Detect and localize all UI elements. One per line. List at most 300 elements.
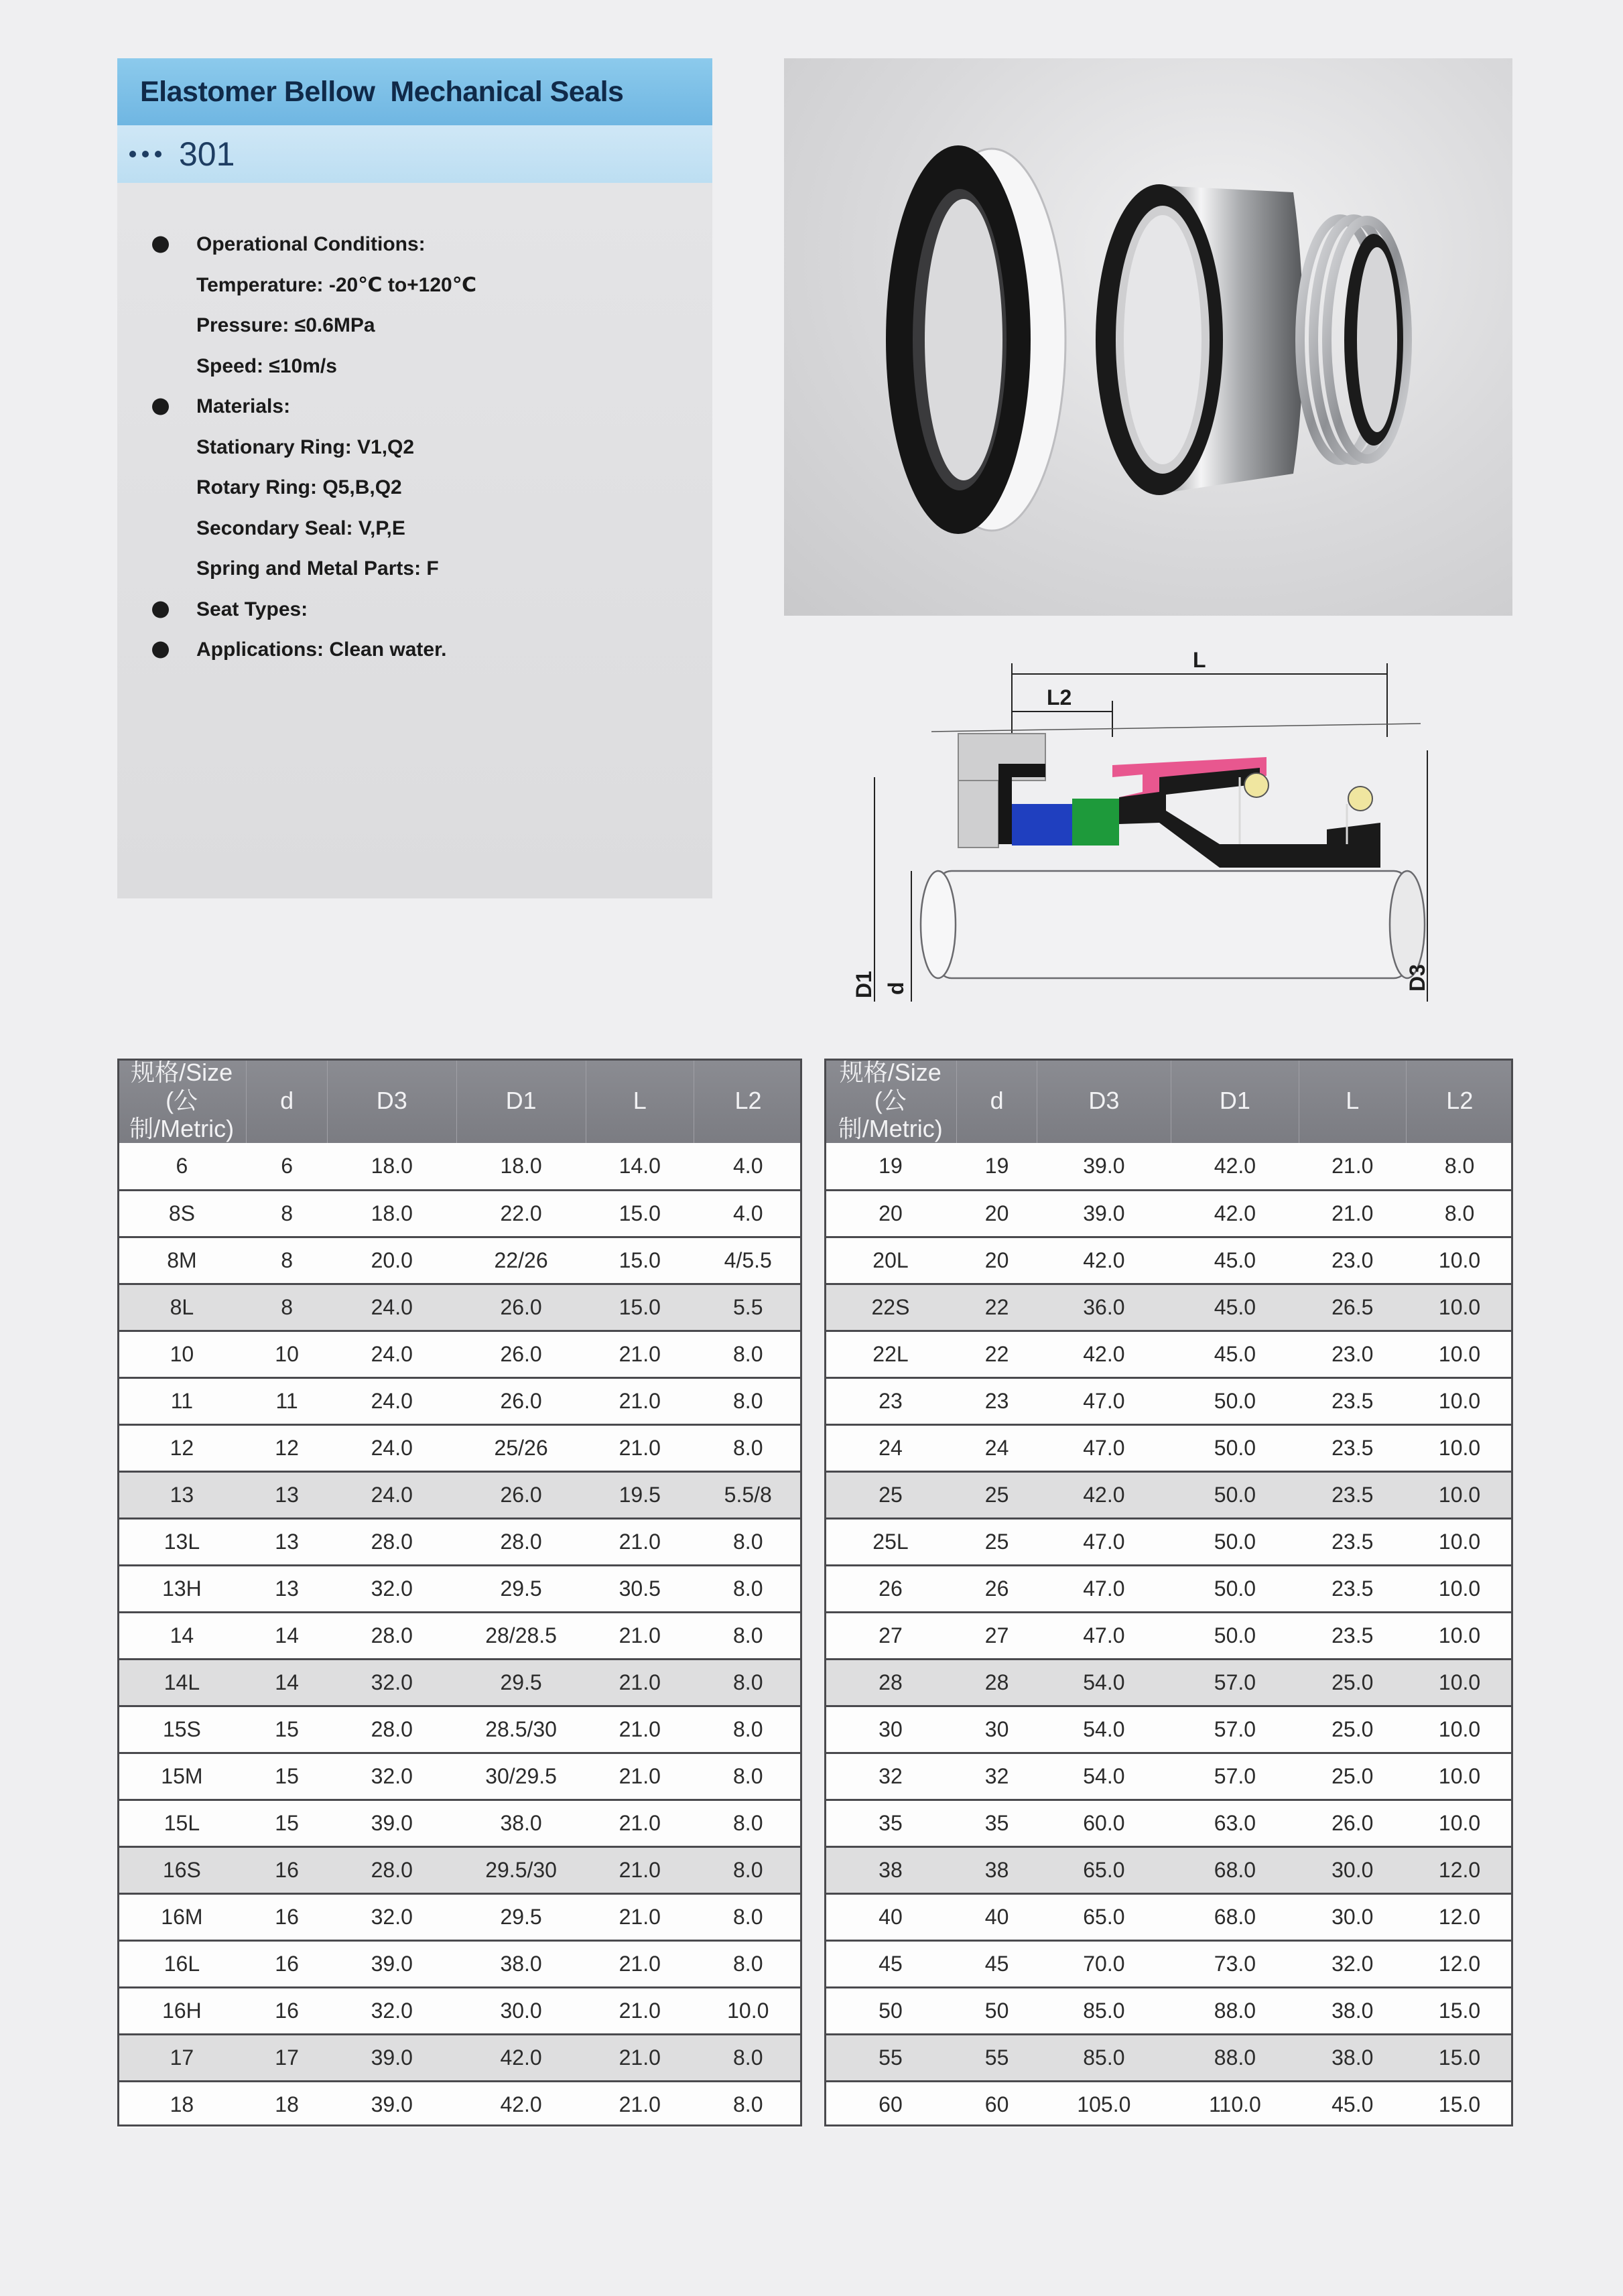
table-cell: 35 <box>957 1800 1037 1846</box>
table-cell: 39.0 <box>1037 1143 1171 1190</box>
table-cell: 32.0 <box>327 1753 456 1800</box>
table-cell: 47.0 <box>1037 1565 1171 1612</box>
spec-text: Secondary Seal: V,P,E <box>196 517 405 539</box>
table-cell: 12.0 <box>1406 1940 1513 1987</box>
table-cell: 22.0 <box>456 1190 586 1237</box>
table-cell: 10.0 <box>1406 1424 1513 1471</box>
table-cell: 14L <box>117 1659 247 1706</box>
column-header-label: d <box>280 1087 294 1114</box>
table-cell: 10.0 <box>1406 1800 1513 1846</box>
table-cell: 21.0 <box>1299 1190 1406 1237</box>
table-cell: 8M <box>117 1237 247 1284</box>
table-cell: 54.0 <box>1037 1659 1171 1706</box>
table-row <box>117 1237 802 1284</box>
column-header <box>824 1059 957 1143</box>
table-cell: 18 <box>275 2092 299 2117</box>
table-cell: 16S <box>117 1846 247 1893</box>
table-cell: 55 <box>824 2034 957 2081</box>
table-cell: 45 <box>824 1940 957 1987</box>
table-cell: 40 <box>957 1893 1037 1940</box>
table-cell: 23.5 <box>1299 1565 1406 1612</box>
column-header-label: d <box>990 1087 1004 1114</box>
table-header-row <box>117 1059 802 1143</box>
table-cell: 47.0 <box>1037 1424 1171 1471</box>
table-cell: 16 <box>247 1987 328 2034</box>
table-row <box>117 1659 802 1706</box>
table-cell: 39.0 <box>327 2034 456 2081</box>
table-cell: 23 <box>824 1377 957 1424</box>
column-header-sublabel: (公制/Metric) <box>129 1087 235 1142</box>
table-cell: 8.0 <box>694 1893 802 1940</box>
table-cell: 22L <box>824 1331 957 1377</box>
table-cell: 15 <box>247 1800 328 1846</box>
table-cell: 10.0 <box>1406 1284 1513 1331</box>
table-cell: 15.0 <box>1438 2092 1481 2117</box>
table-row <box>824 1659 1513 1706</box>
title-banner <box>117 58 712 125</box>
table-cell: 15L <box>117 1800 247 1846</box>
table-cell: 63.0 <box>1171 1800 1299 1846</box>
table-cell: 29.5 <box>456 1565 586 1612</box>
table-cell: 10.0 <box>1406 1612 1513 1659</box>
table-cell: 6 <box>117 1143 247 1190</box>
table-cell: 88.0 <box>1171 2034 1299 2081</box>
table-cell: 21.0 <box>586 1800 694 1846</box>
table-cell: 32.0 <box>327 1659 456 1706</box>
table-cell: 50.0 <box>1171 1518 1299 1565</box>
spec-item <box>152 630 476 671</box>
table-cell: 57.0 <box>1171 1753 1299 1800</box>
table-cell: 26.0 <box>456 1284 586 1331</box>
table-row <box>824 1940 1513 1987</box>
table-cell: 15.0 <box>1406 1987 1513 2034</box>
table-cell: 8 <box>247 1190 328 1237</box>
table-cell: 23 <box>957 1377 1037 1424</box>
table-cell: 8.0 <box>694 1518 802 1565</box>
table-cell: 14 <box>247 1659 328 1706</box>
table-cell: 13L <box>117 1518 247 1565</box>
table-cell: 20L <box>824 1237 957 1284</box>
table-cell: 17 <box>117 2034 247 2081</box>
table-cell: 23.5 <box>1299 1377 1406 1424</box>
spec-text: Temperature: -20℃ to+120℃ <box>196 274 477 297</box>
product-photo <box>784 58 1512 616</box>
table-cell: 19 <box>824 1143 957 1190</box>
table-row <box>117 1518 802 1565</box>
table-cell: 39.0 <box>1037 1190 1171 1237</box>
table-cell: 15 <box>247 1753 328 1800</box>
dim-label-d: d <box>884 982 908 995</box>
table-cell: 8 <box>247 1237 328 1284</box>
table-cell: 8.0 <box>694 1706 802 1753</box>
table-row <box>117 1284 802 1331</box>
table-cell: 20 <box>957 1190 1037 1237</box>
column-header-label: D3 <box>1088 1087 1120 1114</box>
table-cell: 8.0 <box>694 1659 802 1706</box>
table-cell: 32 <box>824 1753 957 1800</box>
table-row <box>117 1800 802 1846</box>
table-row <box>117 1565 802 1612</box>
table-cell: 8.0 <box>694 1846 802 1893</box>
table-row <box>117 1706 802 1753</box>
table-cell: 29.5/30 <box>456 1846 586 1893</box>
table-row <box>824 1706 1513 1753</box>
table-row <box>117 1893 802 1940</box>
table-cell: 10.0 <box>1406 1753 1513 1800</box>
table-cell: 30.5 <box>586 1565 694 1612</box>
table-row <box>824 1987 1513 2034</box>
table-cell: 24.0 <box>327 1331 456 1377</box>
table-cell: 28.0 <box>327 1846 456 1893</box>
table-cell: 24 <box>957 1424 1037 1471</box>
table-row <box>824 1284 1513 1331</box>
column-header <box>586 1059 694 1143</box>
column-header-label: L <box>633 1087 647 1114</box>
spec-item <box>152 468 476 509</box>
table-row <box>117 1940 802 1987</box>
table-cell: 25/26 <box>456 1424 586 1471</box>
table-cell: 42.0 <box>1037 1471 1171 1518</box>
table-cell: 60 <box>984 2092 1009 2117</box>
column-header-label: D3 <box>376 1087 407 1114</box>
table-cell: 23.5 <box>1299 1612 1406 1659</box>
table-row <box>824 1331 1513 1377</box>
table-cell: 24.0 <box>327 1377 456 1424</box>
table-cell: 45.0 <box>1171 1331 1299 1377</box>
table-row <box>117 1377 802 1424</box>
table-cell: 12 <box>247 1424 328 1471</box>
table-cell: 42.0 <box>456 2034 586 2081</box>
table-cell: 18 <box>170 2092 194 2117</box>
table-row <box>117 1471 802 1518</box>
table-row <box>824 1565 1513 1612</box>
table-cell: 29.5 <box>456 1659 586 1706</box>
table-cell: 26.0 <box>456 1377 586 1424</box>
table-cell: 10.0 <box>1406 1518 1513 1565</box>
table-cell: 14 <box>247 1612 328 1659</box>
table-cell: 10 <box>117 1331 247 1377</box>
table-cell: 21.0 <box>586 1940 694 1987</box>
table-cell: 21.0 <box>586 1424 694 1471</box>
table-cell: 17 <box>247 2034 328 2081</box>
table-cell: 23.5 <box>1299 1424 1406 1471</box>
table-row <box>117 1143 802 1190</box>
table-cell: 39.0 <box>327 1940 456 1987</box>
column-header <box>1171 1059 1299 1143</box>
table-cell: 24.0 <box>327 1424 456 1471</box>
table-cell: 21.0 <box>586 1893 694 1940</box>
dim-label-L: L <box>1193 648 1206 672</box>
table-cell: 10.0 <box>1406 1565 1513 1612</box>
table-row <box>117 2034 802 2081</box>
table-cell: 47.0 <box>1037 1518 1171 1565</box>
table-cell: 21.0 <box>586 2034 694 2081</box>
table-row <box>824 2081 1513 2128</box>
table-cell: 12.0 <box>1406 1846 1513 1893</box>
table-cell: 13 <box>247 1518 328 1565</box>
table-cell: 8L <box>117 1284 247 1331</box>
table-cell: 13 <box>117 1471 247 1518</box>
table-cell: 20.0 <box>327 1237 456 1284</box>
table-cell: 23.0 <box>1299 1331 1406 1377</box>
spec-item <box>152 265 476 306</box>
table-cell: 26.5 <box>1299 1284 1406 1331</box>
table-cell: 4.0 <box>694 1143 802 1190</box>
table-cell: 85.0 <box>1037 2034 1171 2081</box>
spec-text: Rotary Ring: Q5,B,Q2 <box>196 476 402 499</box>
table-cell: 8.0 <box>1406 1143 1513 1190</box>
table-cell: 21.0 <box>1299 1143 1406 1190</box>
table-cell: 10.0 <box>694 1987 802 2034</box>
table-cell: 15.0 <box>586 1237 694 1284</box>
model-number: 301 <box>179 135 235 173</box>
table-cell: 14 <box>117 1612 247 1659</box>
table-row <box>117 1331 802 1377</box>
table-cell: 25 <box>957 1471 1037 1518</box>
spec-list <box>152 224 476 671</box>
table-cell: 16M <box>117 1893 247 1940</box>
column-header <box>117 1059 247 1143</box>
column-header-label: L2 <box>1446 1087 1474 1114</box>
bullet-icon <box>152 399 169 415</box>
table-cell: 45.0 <box>1332 2092 1374 2117</box>
spec-item <box>152 224 476 265</box>
table-row <box>117 1846 802 1893</box>
table-cell: 21.0 <box>586 1987 694 2034</box>
table-cell: 8.0 <box>694 1612 802 1659</box>
dots-icon <box>129 151 161 157</box>
column-header-label: L <box>1346 1087 1360 1114</box>
model-banner <box>117 125 712 183</box>
table-cell: 16L <box>117 1940 247 1987</box>
table-cell: 32 <box>957 1753 1037 1800</box>
table-cell: 21.0 <box>586 1518 694 1565</box>
table-cell: 38.0 <box>1299 2034 1406 2081</box>
table-cell: 11 <box>247 1377 328 1424</box>
table-cell: 14.0 <box>586 1143 694 1190</box>
table-row <box>117 1190 802 1237</box>
table-cell: 39.0 <box>371 2092 413 2117</box>
table-cell: 10.0 <box>1406 1331 1513 1377</box>
table-cell: 45 <box>957 1940 1037 1987</box>
table-cell: 23.5 <box>1299 1471 1406 1518</box>
table-cell: 30.0 <box>456 1987 586 2034</box>
table-cell: 50.0 <box>1171 1612 1299 1659</box>
table-cell: 10 <box>247 1331 328 1377</box>
table-cell: 6 <box>247 1143 328 1190</box>
table-cell: 20 <box>957 1237 1037 1284</box>
table-cell: 16H <box>117 1987 247 2034</box>
table-cell: 8.0 <box>694 1800 802 1846</box>
table-cell: 38 <box>957 1846 1037 1893</box>
table-cell: 8.0 <box>694 1565 802 1612</box>
table-cell: 42.0 <box>1171 1143 1299 1190</box>
spec-text: Stationary Ring: V1,Q2 <box>196 435 415 458</box>
table-cell: 11 <box>117 1377 247 1424</box>
table-cell: 29.5 <box>456 1893 586 1940</box>
table-cell: 28.5/30 <box>456 1706 586 1753</box>
table-cell: 54.0 <box>1037 1753 1171 1800</box>
table-row <box>117 1424 802 1471</box>
table-cell: 65.0 <box>1037 1846 1171 1893</box>
cross-section-diagram <box>844 643 1447 1018</box>
spec-heading: Applications: Clean water. <box>196 638 447 661</box>
table-cell: 28.0 <box>327 1706 456 1753</box>
table-cell: 54.0 <box>1037 1706 1171 1753</box>
table-row <box>824 1518 1513 1565</box>
table-cell: 45.0 <box>1171 1237 1299 1284</box>
table-cell: 10.0 <box>1406 1659 1513 1706</box>
table-header-row <box>824 1059 1513 1143</box>
spec-item <box>152 306 476 346</box>
dim-label-D3: D3 <box>1405 964 1429 992</box>
table-cell: 73.0 <box>1171 1940 1299 1987</box>
table-cell: 8.0 <box>694 1377 802 1424</box>
table-cell: 35 <box>824 1800 957 1846</box>
table-cell: 13 <box>247 1565 328 1612</box>
table-cell: 13 <box>247 1471 328 1518</box>
table-cell: 16 <box>247 1846 328 1893</box>
spec-item <box>152 509 476 549</box>
table-cell: 20 <box>824 1190 957 1237</box>
table-cell: 21.0 <box>586 1612 694 1659</box>
table-cell: 57.0 <box>1171 1659 1299 1706</box>
table-cell: 105.0 <box>1077 2092 1131 2117</box>
table-cell: 12 <box>117 1424 247 1471</box>
table-cell: 68.0 <box>1171 1846 1299 1893</box>
column-header-label: L2 <box>734 1087 762 1114</box>
table-cell: 50.0 <box>1171 1565 1299 1612</box>
table-cell: 30.0 <box>1299 1893 1406 1940</box>
table-row <box>117 1753 802 1800</box>
spec-heading: Materials: <box>196 395 291 418</box>
table-cell: 22S <box>824 1284 957 1331</box>
table-cell: 25.0 <box>1299 1659 1406 1706</box>
table-cell: 45.0 <box>1171 1284 1299 1331</box>
table-cell: 60.0 <box>1037 1800 1171 1846</box>
table-row <box>117 1987 802 2034</box>
table-cell: 15M <box>117 1753 247 1800</box>
table-cell: 24.0 <box>327 1284 456 1331</box>
table-row <box>824 1612 1513 1659</box>
spec-text: Speed: ≤10m/s <box>196 354 337 377</box>
table-cell: 8.0 <box>1406 1190 1513 1237</box>
table-row <box>824 1424 1513 1471</box>
dim-label-D1: D1 <box>852 971 876 998</box>
table-cell: 30 <box>957 1706 1037 1753</box>
spec-text: Spring and Metal Parts: F <box>196 557 439 580</box>
column-header-label: 规格/Size <box>839 1059 942 1086</box>
table-cell: 25L <box>824 1518 957 1565</box>
size-table-left <box>117 1059 802 2128</box>
table-cell: 21.0 <box>586 1377 694 1424</box>
bullet-icon <box>152 237 169 253</box>
table-cell: 55 <box>957 2034 1037 2081</box>
table-row <box>824 1143 1513 1190</box>
table-cell: 5.5/8 <box>694 1471 802 1518</box>
spec-heading: Operational Conditions: <box>196 233 426 256</box>
table-cell: 8S <box>117 1190 247 1237</box>
table-row <box>824 1893 1513 1940</box>
table-cell: 22/26 <box>456 1237 586 1284</box>
column-header <box>957 1059 1037 1143</box>
column-header <box>694 1059 802 1143</box>
table-cell: 10.0 <box>1406 1377 1513 1424</box>
table-cell: 21.0 <box>619 2092 661 2117</box>
spec-item <box>152 387 476 427</box>
table-cell: 8.0 <box>694 2034 802 2081</box>
spec-text: Pressure: ≤0.6MPa <box>196 314 375 337</box>
table-cell: 30.0 <box>1299 1846 1406 1893</box>
table-cell: 50.0 <box>1171 1471 1299 1518</box>
table-cell: 47.0 <box>1037 1377 1171 1424</box>
table-cell: 15.0 <box>586 1190 694 1237</box>
table-cell: 16 <box>247 1940 328 1987</box>
spec-item <box>152 427 476 468</box>
table-cell: 28/28.5 <box>456 1612 586 1659</box>
seal-drawing <box>844 643 1447 1018</box>
seal-photo-illustration <box>784 58 1512 616</box>
table-cell: 15 <box>247 1706 328 1753</box>
table-cell: 40 <box>824 1893 957 1940</box>
table-cell: 13H <box>117 1565 247 1612</box>
table-row <box>824 1237 1513 1284</box>
table-cell: 27 <box>824 1612 957 1659</box>
table-row <box>824 1753 1513 1800</box>
table-cell: 21.0 <box>586 1753 694 1800</box>
table-row <box>117 2081 802 2128</box>
table-cell: 23.5 <box>1299 1518 1406 1565</box>
table-cell: 28.0 <box>456 1518 586 1565</box>
table-cell: 26.0 <box>1299 1800 1406 1846</box>
table-cell: 8.0 <box>733 2092 763 2117</box>
table-cell: 50 <box>824 1987 957 2034</box>
table-row <box>824 1377 1513 1424</box>
table-cell: 70.0 <box>1037 1940 1171 1987</box>
table-cell: 8.0 <box>694 1940 802 1987</box>
bullet-icon <box>152 642 169 659</box>
column-header <box>247 1059 328 1143</box>
table-cell: 4/5.5 <box>694 1237 802 1284</box>
column-header <box>1299 1059 1406 1143</box>
table-cell: 25 <box>957 1518 1037 1565</box>
table-cell: 10.0 <box>1406 1237 1513 1284</box>
table-cell: 88.0 <box>1171 1987 1299 2034</box>
table-cell: 85.0 <box>1037 1987 1171 2034</box>
table-cell: 15.0 <box>586 1284 694 1331</box>
table-cell: 32.0 <box>327 1987 456 2034</box>
table-cell: 28.0 <box>327 1612 456 1659</box>
table-cell: 12.0 <box>1406 1893 1513 1940</box>
size-table-right <box>824 1059 1513 2128</box>
table-cell: 8.0 <box>694 1424 802 1471</box>
column-header-label: D1 <box>505 1087 537 1114</box>
table-cell: 32.0 <box>327 1565 456 1612</box>
page-title: Elastomer Bellow Mechanical Seals <box>140 75 624 108</box>
table-cell: 47.0 <box>1037 1612 1171 1659</box>
table-cell: 8.0 <box>694 1331 802 1377</box>
table-cell: 38.0 <box>1299 1987 1406 2034</box>
table-cell: 18.0 <box>327 1143 456 1190</box>
spec-heading: Seat Types: <box>196 598 308 620</box>
table-cell: 28 <box>957 1659 1037 1706</box>
table-cell: 15S <box>117 1706 247 1753</box>
table-cell: 10.0 <box>1406 1706 1513 1753</box>
table-cell: 26 <box>824 1565 957 1612</box>
column-header <box>1406 1059 1513 1143</box>
bullet-icon <box>152 601 169 618</box>
table-cell: 50.0 <box>1171 1377 1299 1424</box>
